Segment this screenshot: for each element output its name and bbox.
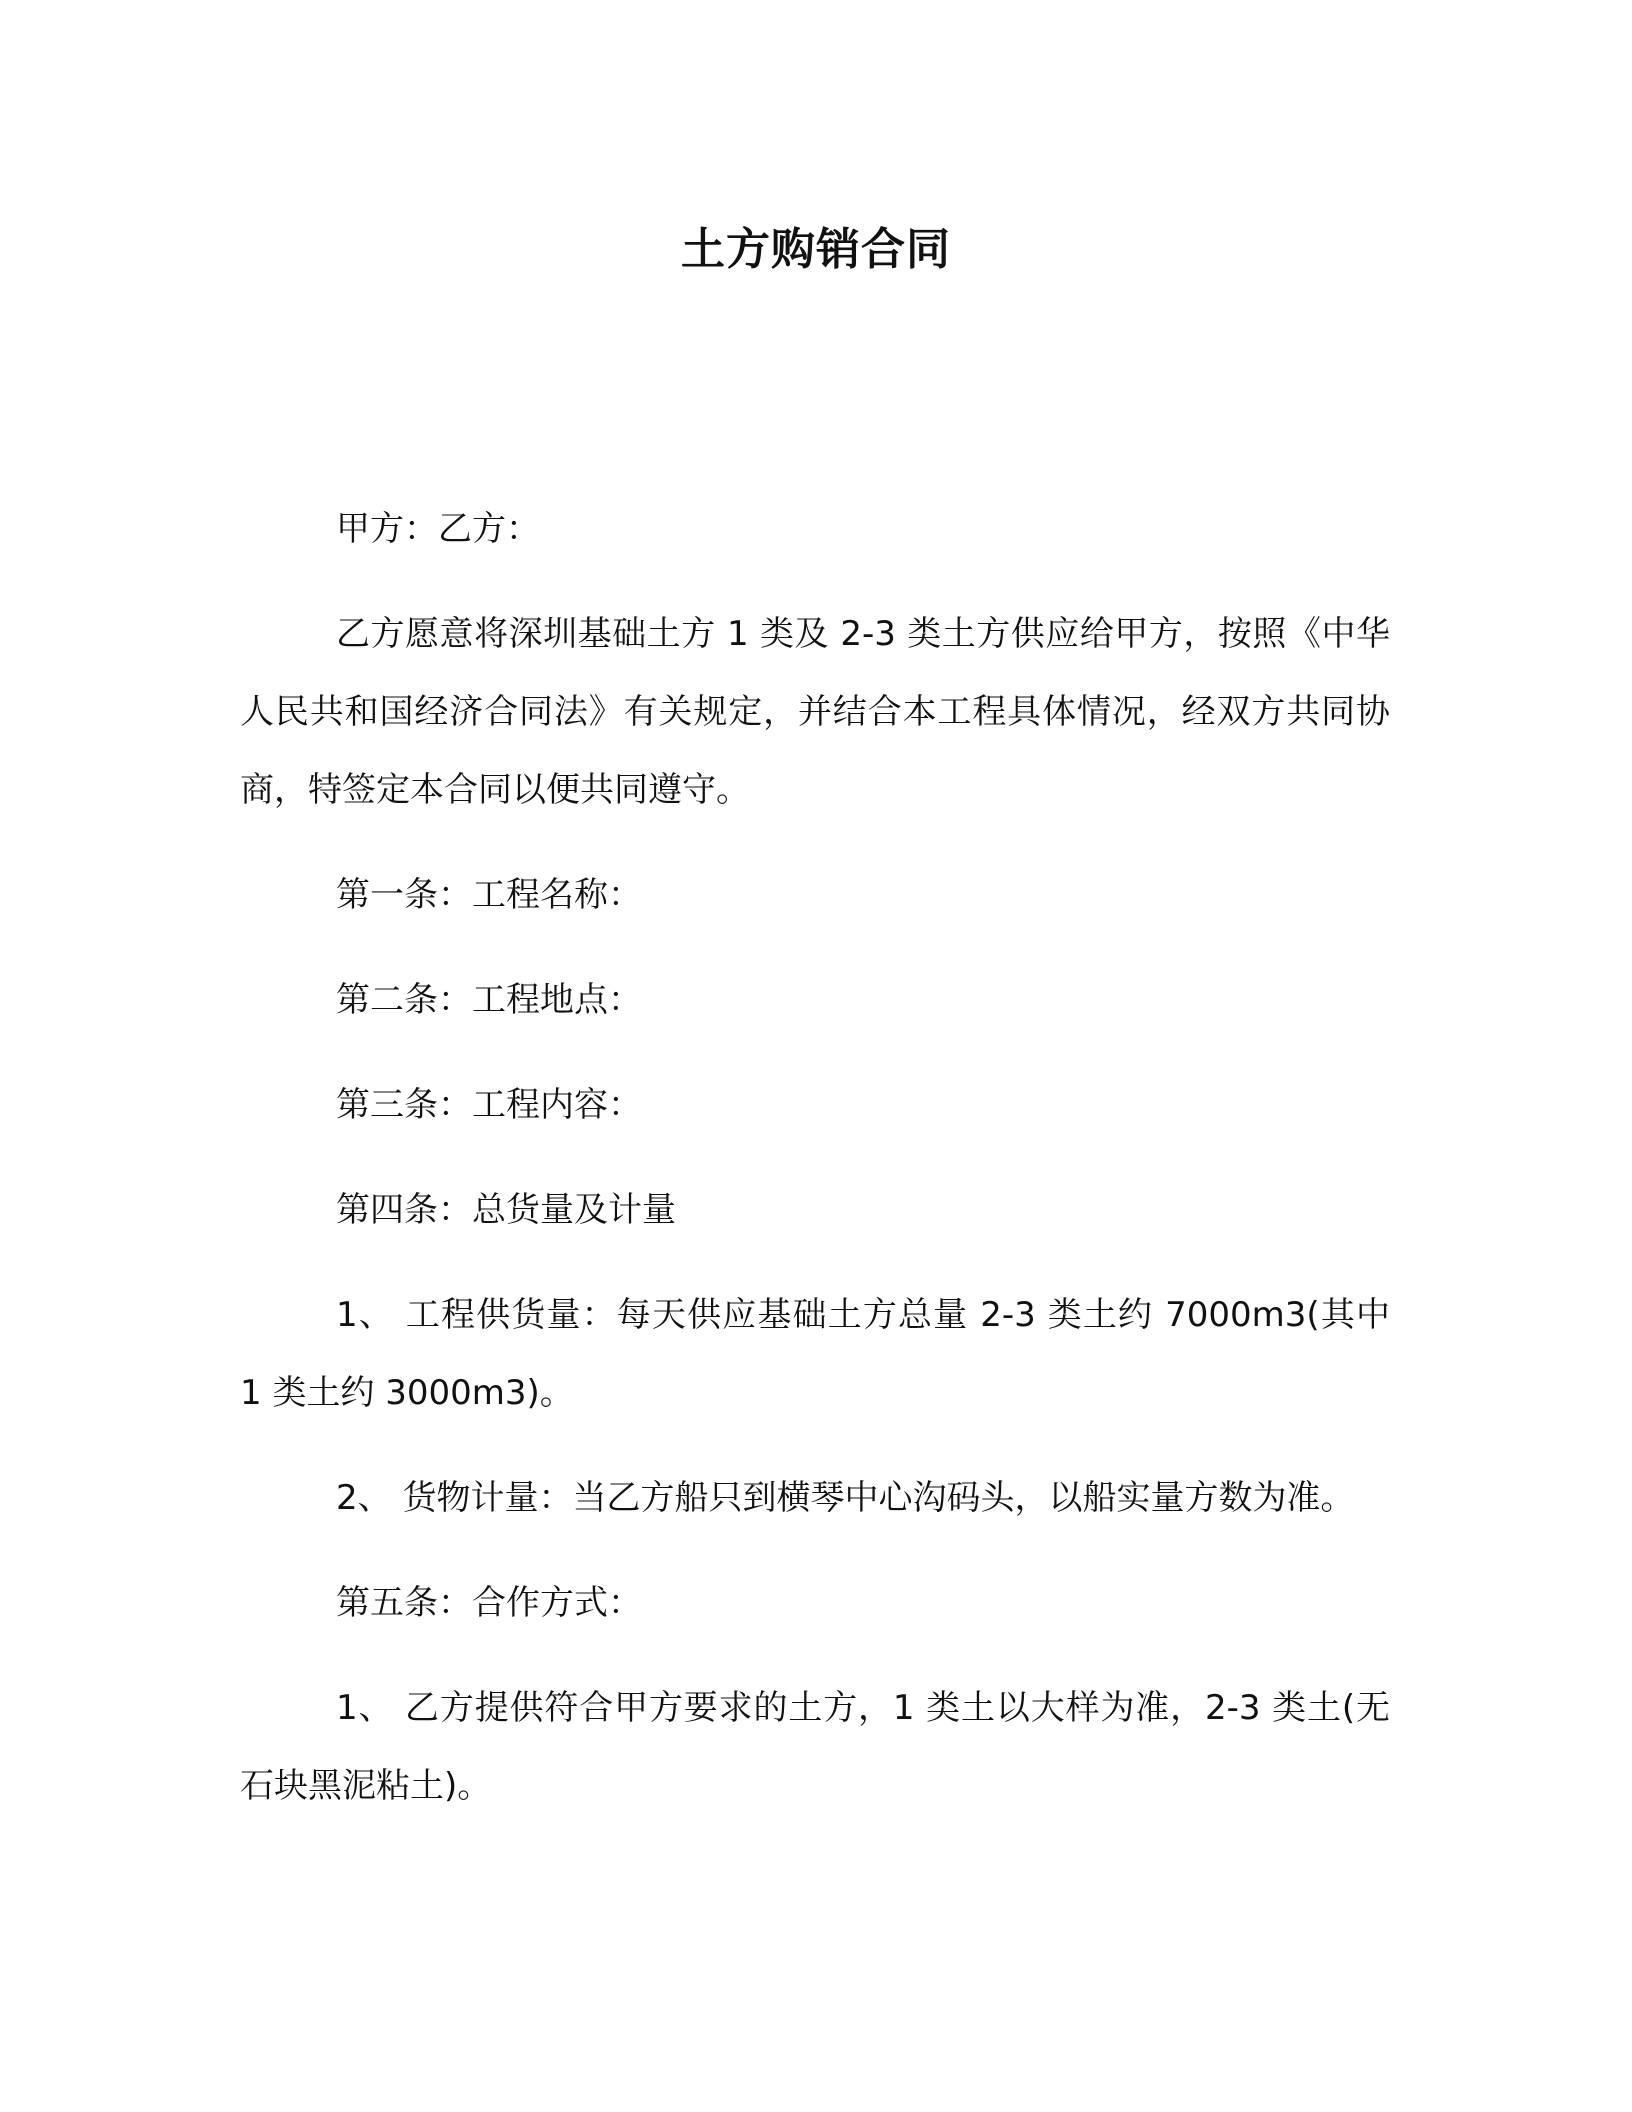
contract-body [240,490,1390,1852]
article-4-item-2: 2、 货物计量：当乙方船只到横琴中心沟码头，以船实量方数为准。 [336,1478,1355,1518]
article-4-heading: 第四条：总货量及计量 [336,1190,676,1230]
document-title: 土方购销合同 [681,224,951,275]
article-2-project-location: 第二条：工程地点： [336,980,642,1020]
preamble-paragraph: 乙方愿意将深圳基础土方 1 类及 2-3 类土方供应给甲方，按照《中华人民共和国经济合同法》有关规定，并结合本工程具体情况，经双方共同协商，特签定本合同以便共同遵守。 [240,614,1390,810]
article-5-item-1: 1、 乙方提供符合甲方要求的土方，1 类土以大样为准，2-3 类土(无石块黑泥粘土)。 [240,1688,1390,1806]
article-4-item-1: 1、 工程供货量：每天供应基础土方总量 2-3 类土约 7000m3(其中 1 类土约 3000m3)。 [240,1295,1390,1413]
parties-line: 甲方：乙方： [336,509,540,549]
article-1-project-name: 第一条：工程名称： [336,875,642,915]
article-3-project-content: 第三条：工程内容： [336,1085,642,1125]
article-5-heading: 第五条：合作方式： [336,1583,642,1623]
